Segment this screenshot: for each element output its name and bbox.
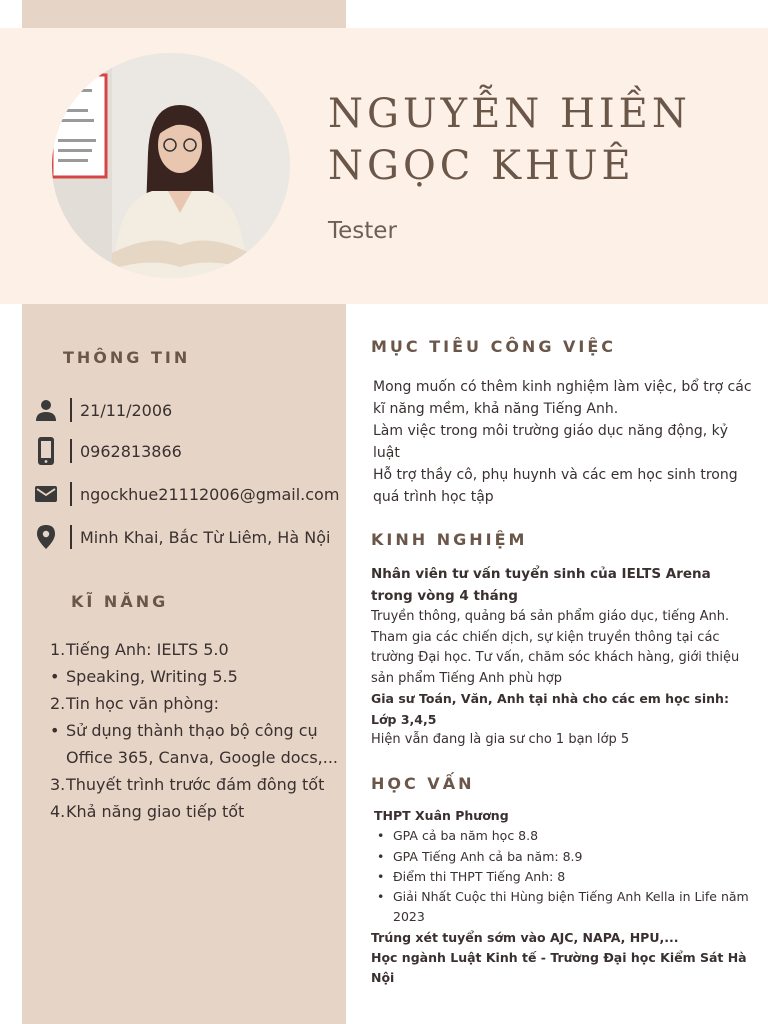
- candidate-name: [328, 88, 758, 192]
- job-title: Nhân viên tư vấn tuyển sinh của IELTS Arena trong vòng 4 tháng: [371, 566, 711, 604]
- experience-heading: KINH NGHIỆM: [371, 530, 528, 549]
- objective-line: Hỗ trợ thầy cô, phụ huynh và các em học sinh trong quá trình học tập: [373, 467, 738, 505]
- skills-heading: KĨ NĂNG: [71, 592, 169, 611]
- school-name: THPT Xuân Phương: [374, 808, 509, 823]
- phone-row: [34, 437, 344, 465]
- phone-text: 0962813866: [80, 441, 182, 461]
- admission-line: Trúng xét tuyển sớm vào AJC, NAPA, HPU,...: [371, 929, 679, 945]
- birthdate-text: 21/11/2006: [80, 400, 173, 420]
- objective-line: Mong muốn có thêm kinh nghiệm làm việc, bổ trợ các kĩ năng mềm, khả năng Tiếng Anh.: [373, 379, 752, 417]
- skill-item: • Sử dụng thành thạo bộ công cụ Office 365, Canva, Google docs,...: [50, 721, 338, 767]
- profile-photo: [52, 53, 290, 278]
- objective-text: [373, 376, 753, 508]
- person-icon: [34, 398, 58, 422]
- mail-icon: [34, 482, 58, 506]
- major-line: Học ngành Luật Kinh tế - Trường Đại học Kiểm Sát Hà Nội: [371, 950, 747, 986]
- name-line-1: NGUYỄN HIỀN: [328, 91, 691, 137]
- job-title: Gia sư Toán, Văn, Anh tại nhà cho các em học sinh: Lớp 3,4,5: [371, 691, 729, 727]
- divider: [70, 439, 72, 463]
- job-title: Tester: [328, 218, 397, 244]
- education-bullet: • Điểm thi THPT Tiếng Anh: 8: [377, 868, 566, 884]
- divider: [70, 398, 72, 422]
- name-line-2: NGỌC KHUÊ: [328, 143, 635, 189]
- skill-item: 2. Tin học văn phòng:: [50, 694, 220, 713]
- address-text: Minh Khai, Bắc Từ Liêm, Hà Nội: [80, 527, 331, 547]
- education-section: [371, 806, 761, 989]
- skill-item: • Speaking, Writing 5.5: [50, 667, 238, 686]
- contact-heading: THÔNG TIN: [63, 348, 191, 367]
- experience-section: [371, 563, 756, 751]
- skill-item: 3. Thuyết trình trước đám đông tốt: [50, 775, 325, 794]
- job-description: Hiện vẫn đang là gia sư cho 1 bạn lớp 5: [371, 732, 630, 747]
- objective-line: Làm việc trong môi trường giáo dục năng động, kỷ luật: [373, 423, 728, 461]
- skill-item: 1. Tiếng Anh: IELTS 5.0: [50, 640, 229, 659]
- address-row: [34, 523, 344, 551]
- divider: [70, 482, 72, 506]
- divider: [70, 525, 72, 549]
- education-bullet: • Giải Nhất Cuộc thi Hùng biện Tiếng Anh Kella in Life năm 2023: [377, 889, 749, 925]
- email-row: [34, 480, 344, 508]
- objective-heading: MỤC TIÊU CÔNG VIỆC: [371, 337, 617, 356]
- education-bullet: • GPA Tiếng Anh cả ba năm: 8.9: [377, 848, 583, 864]
- location-pin-icon: [34, 525, 58, 549]
- skill-item: 4. Khả năng giao tiếp tốt: [50, 802, 245, 821]
- birthdate-row: [34, 396, 344, 424]
- education-bullet: • GPA cả ba năm học 8.8: [377, 828, 539, 844]
- skills-list: [50, 636, 340, 825]
- email-text: ngockhue21112006@gmail.com: [80, 484, 340, 504]
- job-description: Truyền thông, quảng bá sản phẩm giáo dục, tiếng Anh. Tham gia các chiến dịch, sự kiện truyền thông tại các trường Đại học. Tư vấn, chăm sóc khách hàng, giới thiệu sản phẩm Tiếng Anh phù hợp: [371, 609, 740, 686]
- phone-icon: [34, 439, 58, 463]
- education-heading: HỌC VẤN: [371, 774, 475, 793]
